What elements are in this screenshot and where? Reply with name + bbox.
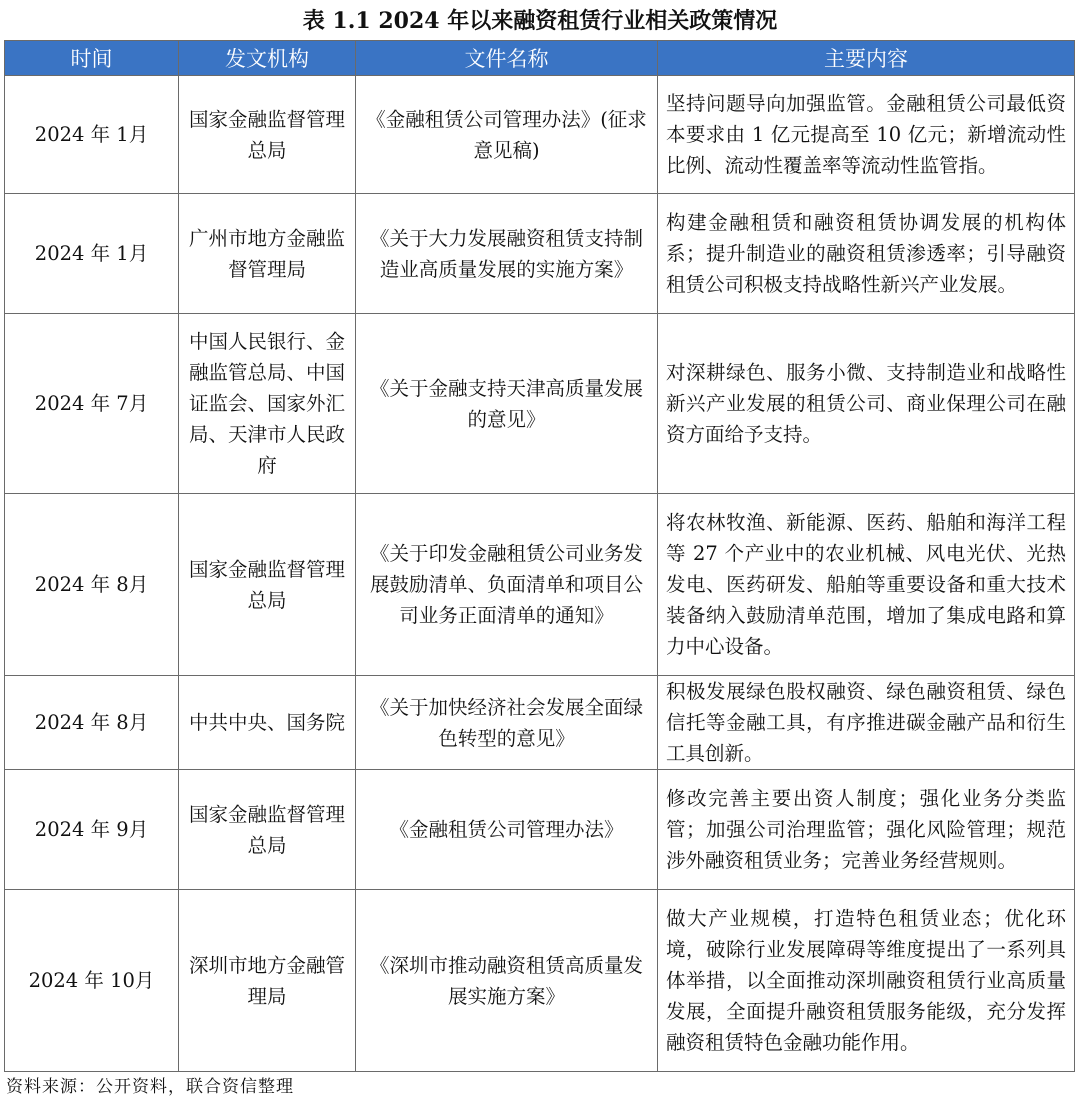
cell-org: 国家金融监督管理总局 bbox=[179, 494, 356, 676]
cell-org: 国家金融监督管理总局 bbox=[179, 76, 356, 194]
cell-time: 2024 年 9月 bbox=[5, 770, 179, 890]
policy-table bbox=[4, 40, 1075, 1072]
cell-doc: 《关于金融支持天津高质量发展的意见》 bbox=[356, 314, 658, 494]
cell-org: 国家金融监督管理总局 bbox=[179, 770, 356, 890]
header-row bbox=[5, 41, 1075, 76]
table-row bbox=[5, 890, 1075, 1072]
table-row bbox=[5, 314, 1075, 494]
cell-content: 构建金融租赁和融资租赁协调发展的机构体系；提升制造业的融资租赁渗透率；引导融资租赁公司积极支持战略性新兴产业发展。 bbox=[658, 194, 1075, 314]
table-row bbox=[5, 494, 1075, 676]
cell-doc: 《深圳市推动融资租赁高质量发展实施方案》 bbox=[356, 890, 658, 1072]
header-doc: 文件名称 bbox=[356, 41, 658, 76]
cell-doc: 《金融租赁公司管理办法》 bbox=[356, 770, 658, 890]
cell-time: 2024 年 1月 bbox=[5, 76, 179, 194]
header-org: 发文机构 bbox=[179, 41, 356, 76]
cell-org: 广州市地方金融监督管理局 bbox=[179, 194, 356, 314]
cell-time: 2024 年 8月 bbox=[5, 676, 179, 770]
table-row bbox=[5, 770, 1075, 890]
cell-time: 2024 年 10月 bbox=[5, 890, 179, 1072]
cell-doc: 《关于大力发展融资租赁支持制造业高质量发展的实施方案》 bbox=[356, 194, 658, 314]
cell-org: 中共中央、国务院 bbox=[179, 676, 356, 770]
cell-content: 积极发展绿色股权融资、绿色融资租赁、绿色信托等金融工具，有序推进碳金融产品和衍生工具创新。 bbox=[658, 676, 1075, 770]
cell-doc: 《金融租赁公司管理办法》(征求意见稿) bbox=[356, 76, 658, 194]
cell-org: 中国人民银行、金融监管总局、中国证监会、国家外汇局、天津市人民政府 bbox=[179, 314, 356, 494]
cell-content: 将农林牧渔、新能源、医药、船舶和海洋工程等 27 个产业中的农业机械、风电光伏、光热发电、医药研发、船舶等重要设备和重大技术装备纳入鼓励清单范围，增加了集成电路和算力中心设备。 bbox=[658, 494, 1075, 676]
cell-doc: 《关于印发金融租赁公司业务发展鼓励清单、负面清单和项目公司业务正面清单的通知》 bbox=[356, 494, 658, 676]
cell-content: 修改完善主要出资人制度；强化业务分类监管；加强公司治理监管；强化风险管理；规范涉外融资租赁业务；完善业务经营规则。 bbox=[658, 770, 1075, 890]
cell-time: 2024 年 8月 bbox=[5, 494, 179, 676]
cell-doc: 《关于加快经济社会发展全面绿色转型的意见》 bbox=[356, 676, 658, 770]
header-content: 主要内容 bbox=[658, 41, 1075, 76]
cell-content: 做大产业规模，打造特色租赁业态；优化环境，破除行业发展障碍等维度提出了一系列具体举措，以全面推动深圳融资租赁行业高质量发展，全面提升融资租赁服务能级，充分发挥融资租赁特色金融功能作用。 bbox=[658, 890, 1075, 1072]
source-note: 资料来源：公开资料，联合资信整理 bbox=[6, 1077, 294, 1097]
cell-content: 对深耕绿色、服务小微、支持制造业和战略性新兴产业发展的租赁公司、商业保理公司在融资方面给予支持。 bbox=[658, 314, 1075, 494]
cell-org: 深圳市地方金融管理局 bbox=[179, 890, 356, 1072]
table-row bbox=[5, 76, 1075, 194]
header-time: 时间 bbox=[5, 41, 179, 76]
cell-content: 坚持问题导向加强监管。金融租赁公司最低资本要求由 1 亿元提高至 10 亿元；新增流动性比例、流动性覆盖率等流动性监管指。 bbox=[658, 76, 1075, 194]
cell-time: 2024 年 1月 bbox=[5, 194, 179, 314]
table-row bbox=[5, 194, 1075, 314]
cell-time: 2024 年 7月 bbox=[5, 314, 179, 494]
table-title: 表 1.1 2024 年以来融资租赁行业相关政策情况 bbox=[302, 8, 778, 34]
table-row bbox=[5, 676, 1075, 770]
